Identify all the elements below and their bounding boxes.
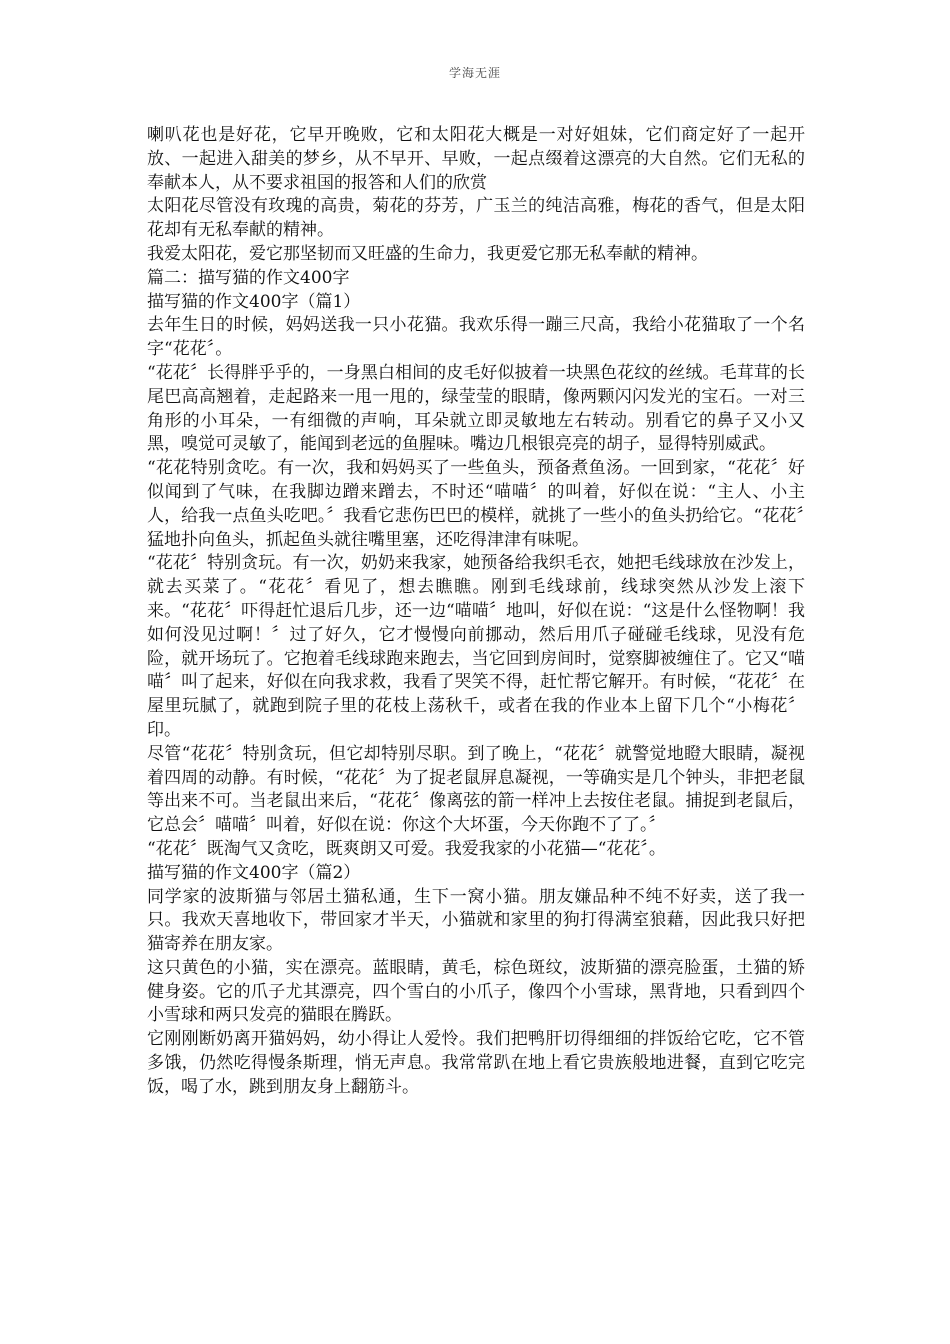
paragraph: 去年生日的时候，妈妈送我一只小花猫。我欢乐得一蹦三尺高，我给小花猫取了一个名字“花花〞。	[147, 315, 805, 360]
paragraph: “花花特别贪吃。有一次，我和妈妈买了一些鱼头，预备煮鱼汤。一回到家，“花花〞好似闻到了气味，在我脚边蹭来蹭去，不时还“喵喵〞的叫着，好似在说：“主人、小主人，给我一点鱼头吃吧。〞我看它悲伤巴巴的模样，就挑了一些小的鱼头扔给它。“花花〞猛地扑向鱼头，抓起鱼头就往嘴里塞，还吃得津津有味呢。	[147, 458, 805, 550]
paragraph: 同学家的波斯猫与邻居土猫私通，生下一窝小猫。朋友嫌品种不纯不好卖，送了我一只。我欢天喜地收下，带回家才半天，小猫就和家里的狗打得满室狼藉，因此我只好把猫寄养在朋友家。	[147, 886, 805, 955]
paragraph: “花花〞特别贪玩。有一次，奶奶来我家，她预备给我织毛衣，她把毛线球放在沙发上，就去买菜了。“花花〞看见了，想去瞧瞧。刚到毛线球前，线球突然从沙发上滚下来。“花花〞吓得赶忙退后几步，还一边“喵喵〞地叫，好似在说：“这是什么怪物啊！我如何没见过啊！〞过了好久，它才慢慢向前挪动，然后用爪子碰碰毛线球，见没有危险，就开场玩了。它抱着毛线球跑来跑去，当它回到房间时，觉察脚被缠住了。它又“喵喵〞叫了起来，好似在向我求救，我看了哭笑不得，赶忙帮它解开。有时候，“花花〞在屋里玩腻了，就跑到院子里的花枝上荡秋千，或者在我的作业本上留下几个“小梅花〞印。	[147, 553, 805, 740]
section-heading: 篇二：描写猫的作文400字	[147, 267, 350, 288]
paragraph: “花花〞长得胖乎乎的，一身黑白相间的皮毛好似披着一块黑色花纹的丝绒。毛茸茸的长尾巴高高翘着，走起路来一甩一甩的，绿莹莹的眼睛，像两颗闪闪发光的宝石。一对三角形的小耳朵，一有细微的声响，耳朵就立即灵敏地左右转动。别看它的鼻子又小又黑，嗅觉可灵敏了，能闻到老远的鱼腥味。嘴边几根银亮亮的胡子，显得特别威武。	[147, 362, 805, 455]
paragraph: “花花〞既淘气又贪吃，既爽朗又可爱。我爱我家的小花猫—“花花〞。	[147, 838, 666, 859]
paragraph: 它刚刚断奶离开猫妈妈，幼小得让人爱怜。我们把鸭肝切得细细的拌饭给它吃，它不管多饿，仍然吃得慢条斯理，悄无声息。我常常趴在地上看它贵族般地进餐，直到它吃完饭，喝了水，跳到朋友身上翻筋斗。	[147, 1029, 805, 1097]
subsection-heading: 描写猫的作文400字（篇1）	[147, 291, 361, 312]
document-body	[147, 124, 805, 1100]
page-header: 学海无涯	[448, 66, 501, 80]
subsection-heading: 描写猫的作文400字（篇2）	[147, 862, 361, 883]
paragraph: 我爱太阳花，爱它那坚韧而又旺盛的生命力，我更爱它那无私奉献的精神。	[147, 243, 708, 264]
paragraph: 太阳花尽管没有玫瑰的高贵，菊花的芬芳，广玉兰的纯洁高雅，梅花的香气，但是太阳花却有无私奉献的精神。	[147, 196, 805, 241]
paragraph: 尽管“花花〞特别贪玩，但它却特别尽职。到了晚上，“花花〞就警觉地瞪大眼睛，凝视着四周的动静。有时候，“花花〞为了捉老鼠屏息凝视，一等确实是几个钟头，非把老鼠等出来不可。当老鼠出来后，“花花〞像离弦的箭一样冲上去按住老鼠。捕捉到老鼠后，它总会〞喵喵〞叫着，好似在说：你这个大坏蛋，今天你跑不了了。〞	[147, 743, 805, 836]
paragraph: 喇叭花也是好花，它早开晚败，它和太阳花大概是一对好姐妹，它们商定好了一起开放、一起进入甜美的梦乡，从不早开、早败，一起点缀着这漂亮的大自然。它们无私的奉献本人，从不要求祖国的报答和人们的欣赏	[147, 125, 805, 193]
paragraph: 这只黄色的小猫，实在漂亮。蓝眼睛，黄毛，棕色斑纹，波斯猫的漂亮脸蛋，土猫的矫健身姿。它的爪子尤其漂亮，四个雪白的小爪子，像四个小雪球，黑背地，只看到四个小雪球和两只发亮的猫眼在腾跃。	[147, 957, 805, 1026]
